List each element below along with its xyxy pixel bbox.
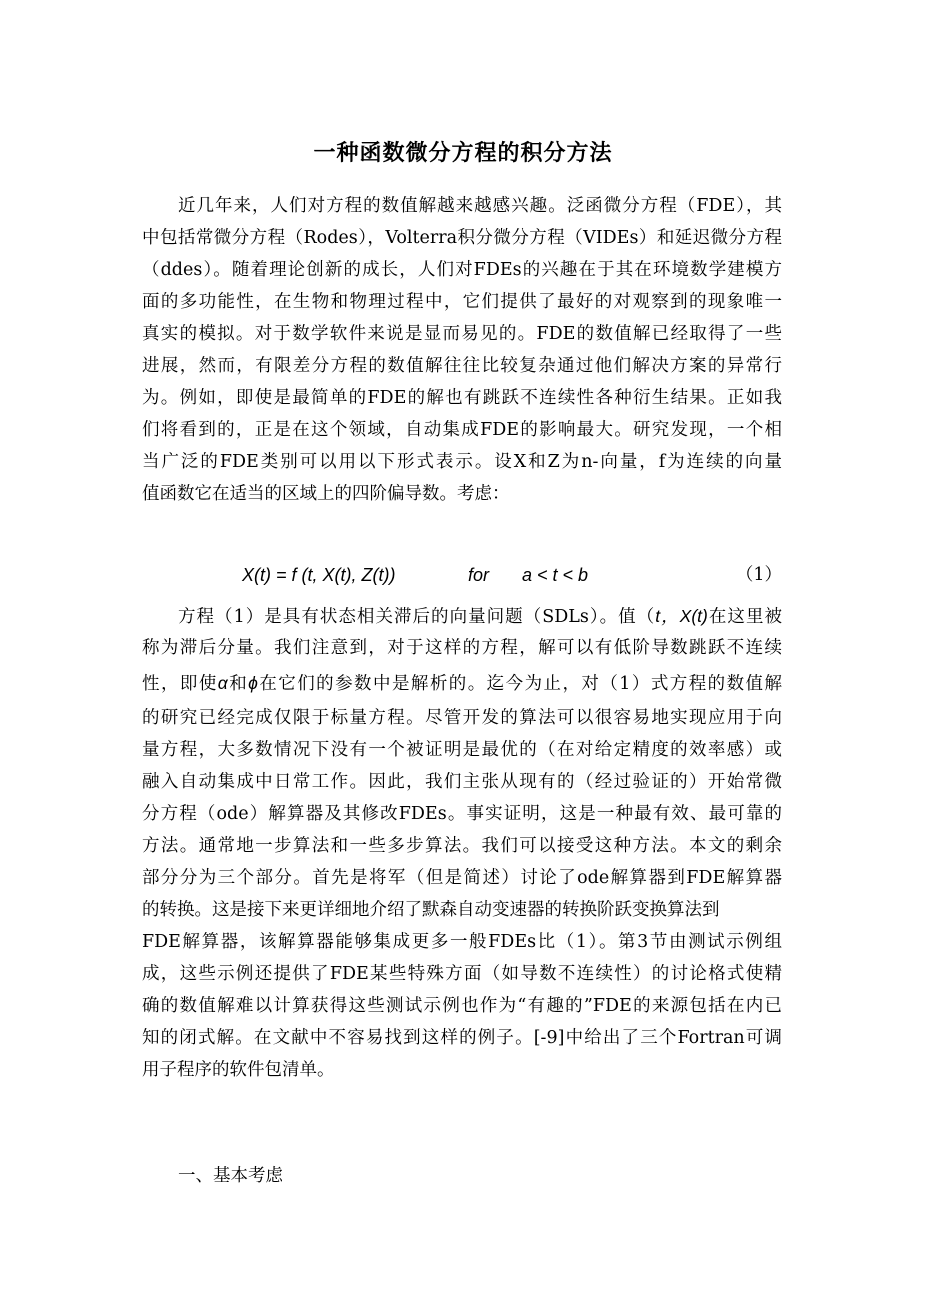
text-line: 量方程，大多数情况下没有一个被证明是最优的（在对给定精度的效率感）或 <box>142 740 782 760</box>
text-line: 用子程序的软件包清单。 <box>142 1060 335 1080</box>
equation-1 <box>142 558 782 592</box>
text-segment: 方程（1）是具有状态相关滞后的向量问题（SDLs）。值（ <box>178 607 656 627</box>
text-line: FDE解算器，该解算器能够集成更多一般FDEs比（1）。第3节由测试示例组 <box>142 932 782 952</box>
equation-lhs: X(t) = f (t, X(t), Z(t)) <box>242 565 396 585</box>
text-line: 真实的模拟。对于数学软件来说是显而易见的。FDE的数值解已经取得了一些 <box>142 324 782 344</box>
text-line: 为。例如，即使是最简单的FDE的解也有跳跃不连续性各种衍生结果。正如我 <box>142 388 782 408</box>
section-heading: 一、基本考虑 <box>178 1166 283 1186</box>
equation-range: a < t < b <box>522 565 589 585</box>
text-line: 知的闭式解。在文献中不容易找到这样的例子。[-9]中给出了三个Fortran可调 <box>142 1028 782 1048</box>
text-line: 称为滞后分量。我们注意到，对于这样的方程，解可以有低阶导数跳跃不连续 <box>142 638 782 658</box>
text-line: 当广泛的FDE类别可以用以下形式表示。设X和Z为n-向量，f为连续的向量 <box>142 452 782 472</box>
text-line: 面的多功能性，在生物和物理过程中，它们提供了最好的对观察到的现象唯一 <box>142 292 782 312</box>
text-line: 进展，然而，有限差分方程的数值解往往比较复杂通过他们解决方案的异常行 <box>142 356 782 376</box>
text-line: 值函数它在适当的区域上的四阶偏导数。考虑： <box>142 484 510 504</box>
document-title: 一种函数微分方程的积分方法 <box>313 141 613 166</box>
text-segment: 性，即使 <box>142 674 218 694</box>
text-line: 融入自动集成中日常工作。因此，我们主张从现有的（经过验证的）开始常微 <box>142 772 782 792</box>
equation-number: （1） <box>735 565 782 585</box>
text-line: 方法。通常地一步算法和一些多步算法。我们可以接受这种方法。本文的剩余 <box>142 836 782 856</box>
phi-symbol: ϕ <box>248 673 258 693</box>
text-line <box>142 600 782 632</box>
text-segment: 在它们的参数中是解析的。迄今为止，对（1）式方程的数值解 <box>257 674 782 694</box>
text-line: 们将看到的，正是在这个领域，自动集成FDE的影响最大。研究发现，一个相 <box>142 420 782 440</box>
text-segment: 和 <box>227 674 249 694</box>
text-line: 分方程（ode）解算器及其修改FDEs。事实证明，这是一种最有效、最可靠的 <box>142 804 782 824</box>
text-line: 的研究已经完成仅限于标量方程。尽管开发的算法可以很容易地实现应用于向 <box>142 708 782 728</box>
equation-for-word: for <box>468 565 490 585</box>
text-segment: 在这里被 <box>707 607 782 627</box>
alpha-symbol: α <box>217 673 228 693</box>
inline-math: t，X(t) <box>655 606 708 626</box>
text-line <box>142 664 782 702</box>
text-line: 确的数值解难以计算获得这些测试示例也作为“有趣的”FDE的来源包括在内已 <box>142 996 782 1016</box>
text-line: （ddes）。随着理论创新的成长，人们对FDEs的兴趣在于其在环境数学建模方 <box>142 260 782 280</box>
paragraph-intro <box>142 190 782 510</box>
text-line: 的转换。这是接下来更详细地介绍了默森自动变速器的转换阶跃变换算法到 <box>142 900 720 920</box>
text-line: 成，这些示例还提供了FDE某些特殊方面（如导数不连续性）的讨论格式使精 <box>142 964 782 984</box>
text-line: 近几年来，人们对方程的数值解越来越感兴趣。泛函微分方程（FDE），其 <box>178 196 782 216</box>
text-line: 中包括常微分方程（Rodes），Volterra积分微分方程（VIDEs）和延迟微分方程 <box>142 228 782 248</box>
paragraph-discussion <box>142 600 782 1086</box>
text-line: 部分分为三个部分。首先是将军（但是简述）讨论了ode解算器到FDE解算器 <box>142 868 782 888</box>
